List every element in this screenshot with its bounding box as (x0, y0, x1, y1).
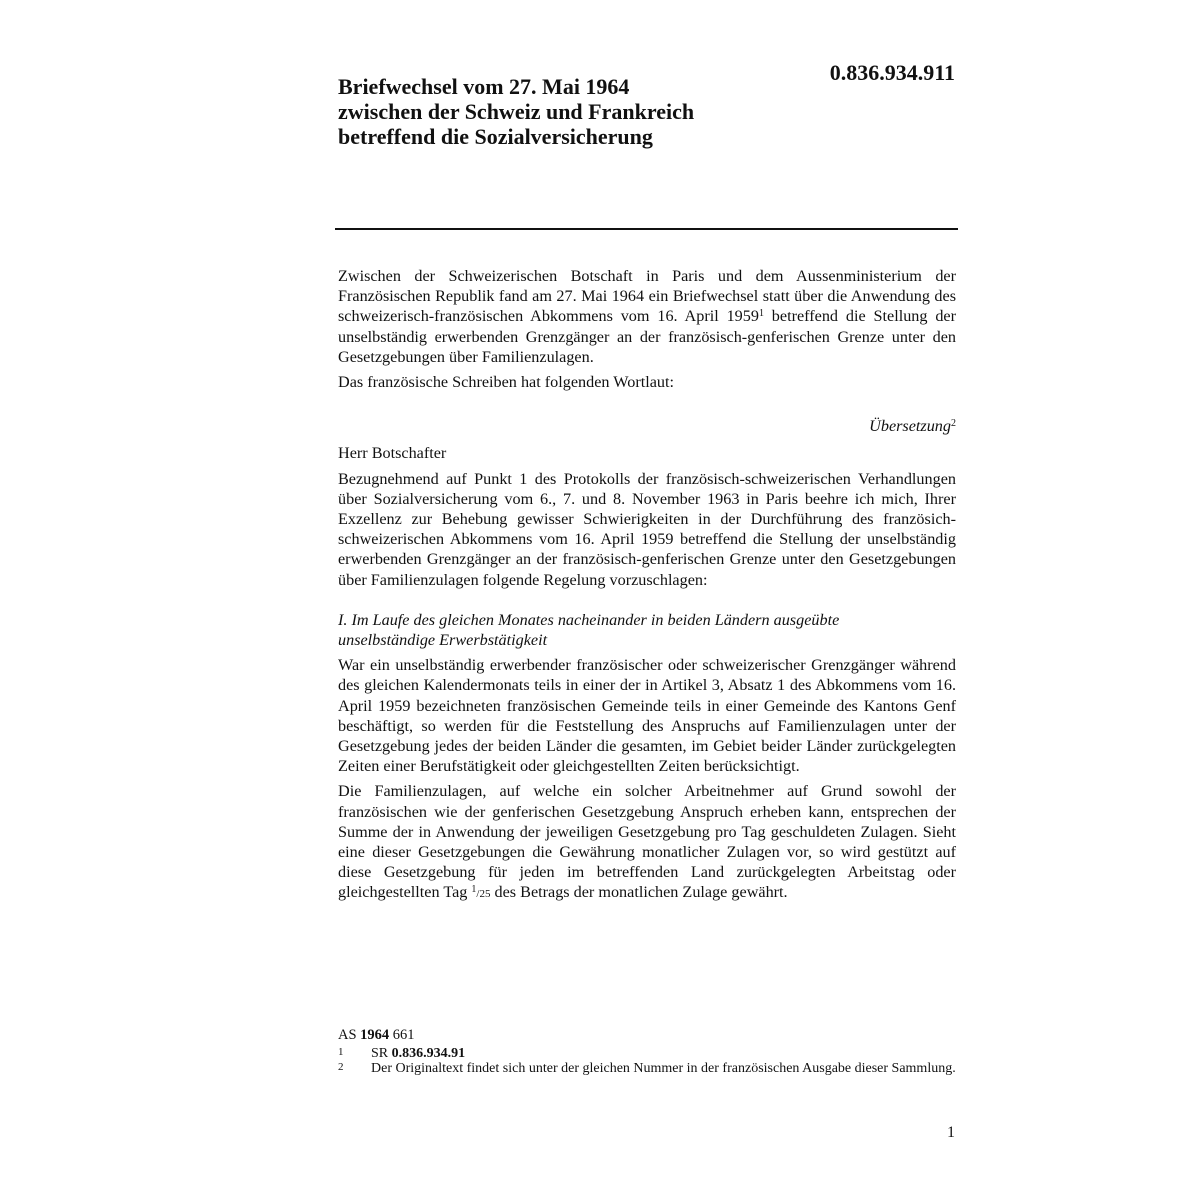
paragraph-allowances (338, 781, 956, 904)
translation-text: Übersetzung (869, 417, 951, 436)
title-line: zwischen der Schweiz und Frankreich (338, 99, 695, 124)
wording-line: Das französische Schreiben hat folgenden Wortlaut: (338, 373, 674, 392)
as-reference (338, 1028, 956, 1043)
footnote-2 (338, 1061, 956, 1076)
allowances-text-cont: des Betrags der monatlichen Zulage gewährt. (490, 883, 788, 902)
title-line: Briefwechsel vom 27. Mai 1964 (338, 74, 630, 99)
document-title (338, 74, 798, 149)
heading-line: unselbständige Erwerbstätigkeit (338, 631, 548, 650)
heading-line: I. Im Laufe des gleichen Monates nacheinander in beiden Ländern ausgeübte (338, 610, 840, 629)
footnotes (338, 1028, 956, 1076)
as-year: 1964 (360, 1027, 390, 1043)
fraction-denominator: /25 (476, 888, 491, 901)
section-heading (338, 610, 956, 650)
footnote-text (371, 1046, 956, 1061)
footnote-text: Der Originaltext findet sich unter der gleichen Nummer in der französischen Ausgabe dieser Sammlung. (371, 1061, 956, 1076)
fraction-numerator: 1 (471, 884, 477, 896)
footnote-sr: 0.836.934.91 (391, 1046, 466, 1061)
allowances-text: Die Familienzulagen, auf welche ein solcher Arbeitnehmer auf Grund sowohl der französischen wie der genferischen Gesetzgebung Anspruch erheben kann, entsprechen der Summe der in Anwendung der jeweiligen Gesetzgebung pro Tag geschuldeten Zulagen. Sieht eine dieser Gesetzgebungen die Gewährung monatlicher Zulagen vor, so wird gestützt auf diese Gesetzgebung für jeden im betreffenden Land zurückgelegten Arbeitstag oder gleichgestellten Tag (338, 782, 956, 902)
footnote-ref-2[interactable]: 2 (951, 418, 956, 430)
title-divider (335, 228, 958, 230)
spacer (338, 590, 956, 610)
footnote-number: 2 (338, 1061, 344, 1073)
document-body (338, 266, 956, 905)
page-number: 1 (947, 1124, 955, 1141)
footnote-1 (338, 1046, 956, 1061)
footnote-number: 1 (338, 1046, 344, 1058)
title-line: betreffend die Sozialversicherung (338, 124, 653, 149)
salutation: Herr Botschafter (338, 444, 447, 463)
translation-label (338, 416, 956, 436)
footnote-prefix: SR (371, 1046, 392, 1061)
footnote-ref-1[interactable]: 1 (758, 308, 764, 320)
as-prefix: AS (338, 1027, 361, 1043)
paragraph-periods: War ein unselbständig erwerbender französischer oder schweizerischer Grenzgänger während des gleichen Kalendermonats teils in einer der in Artikel 3, Absatz 1 des Abkommens vom 16. April 1959 bezeichneten französischen Gemeinde teils in einer Gemeinde des Kantons Genf beschäftigt, so werden für die Feststellung des Anspruchs auf Familienzulagen unter der Gesetzgebung jedes der beiden Länder die gesamten, im Gebiet beider Länder zurückgelegten Zeiten einer Berufstätigkeit oder gleichgestellten Zeiten berücksichtigt. (338, 656, 956, 776)
intro-paragraph (338, 266, 956, 367)
fraction (471, 884, 491, 901)
intro-text: Zwischen der Schweizerischen Botschaft in Paris und dem Aussenministerium der Französischen Republik fand am 27. Mai 1964 ein Briefwechsel statt über die Anwendung des schweizerisch-französischen Abkommens vom 16. April 1959 (338, 267, 956, 326)
paragraph-protocol: Bezugnehmend auf Punkt 1 des Protokolls der französisch-schweizerischen Verhandlungen über Sozialversicherung vom 6., 7. und 8. November 1963 in Paris beehre ich mich, Ihrer Exzellenz zur Behebung gewisser Schwierigkeiten in der Durchführung des französich-schweizerischen Abkommens vom 16. April 1959 betreffend die Stellung der unselbständig erwerbenden Grenzgänger an der französisch-genferischen Grenze unter den Gesetzgebungen über Familienzulagen folgende Regelung vorzuschlagen: (338, 469, 956, 589)
sr-number: 0.836.934.911 (829, 60, 955, 85)
spacer (338, 392, 956, 416)
as-page: 661 (389, 1027, 415, 1043)
intro-text-cont: betreffend die Stellung der unselbständig erwerbenden Grenzgänger an der französisch-genferischen Grenze unter den Gesetzgebungen über Familienzulagen. (338, 307, 956, 366)
